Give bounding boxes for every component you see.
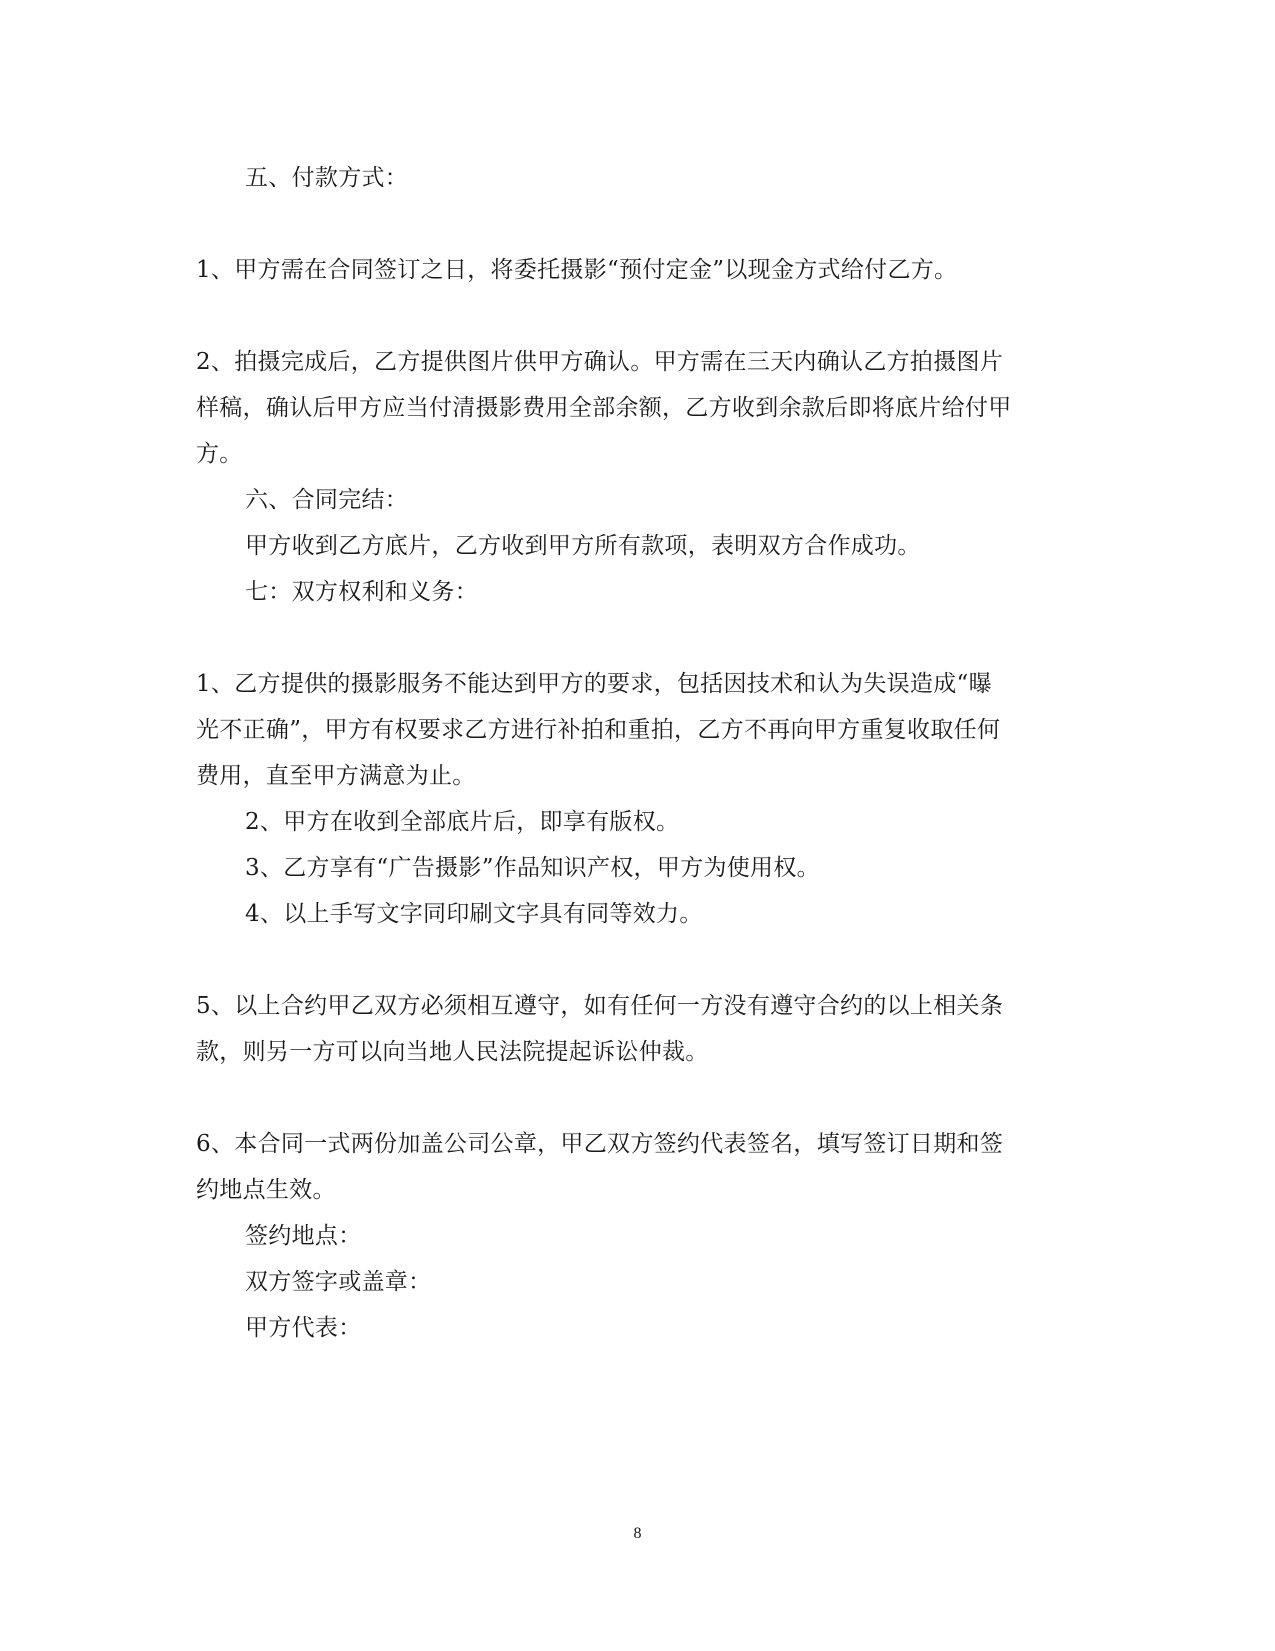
section-7-item-5-line-1: 5、以上合约甲乙双方必须相互遵守，如有任何一方没有遵守合约的以上相关条: [196, 993, 1004, 1019]
section-7-item-4: 4、以上手写文字同印刷文字具有同等效力。: [245, 901, 703, 927]
signing-place-label: 签约地点：: [245, 1223, 362, 1249]
section-5-item-2-line-2: 样稿，确认后甲方应当付清摄影费用全部余额，乙方收到余款后即将底片给付甲: [196, 395, 1012, 421]
section-7-item-1-line-1: 1、乙方提供的摄影服务不能达到甲方的要求，包括因技术和认为失误造成“曝: [196, 671, 992, 697]
section-5-heading: 五、付款方式：: [245, 165, 409, 191]
section-7-item-6-line-1: 6、本合同一式两份加盖公司公章，甲乙双方签约代表签名，填写签订日期和签: [196, 1131, 1004, 1157]
section-7-item-3: 3、乙方享有“广告摄影”作品知识产权，甲方为使用权。: [245, 855, 820, 881]
signatures-label: 双方签字或盖章：: [245, 1269, 432, 1295]
page-number: 8: [633, 1525, 642, 1542]
section-6-heading: 六、合同完结：: [245, 487, 409, 513]
section-6-text: 甲方收到乙方底片，乙方收到甲方所有款项，表明双方合作成功。: [245, 533, 921, 559]
section-7-item-5-line-2: 款，则另一方可以向当地人民法院提起诉讼仲裁。: [196, 1039, 709, 1065]
section-5-item-2-line-3: 方。: [196, 441, 243, 467]
party-a-representative-label: 甲方代表：: [245, 1315, 362, 1341]
section-7-item-1-line-2: 光不正确”，甲方有权要求乙方进行补拍和重拍，乙方不再向甲方重复收取任何: [196, 717, 1001, 743]
section-7-item-1-line-3: 费用，直至甲方满意为止。: [196, 763, 476, 789]
section-5-item-2-line-1: 2、拍摄完成后，乙方提供图片供甲方确认。甲方需在三天内确认乙方拍摄图片: [196, 349, 1004, 375]
section-7-item-6-line-2: 约地点生效。: [196, 1177, 336, 1203]
section-7-item-2: 2、甲方在收到全部底片后，即享有版权。: [245, 809, 680, 835]
section-7-heading: 七：双方权利和义务：: [245, 579, 478, 605]
section-5-item-1: 1、甲方需在合同签订之日，将委托摄影“预付定金”以现金方式给付乙方。: [196, 257, 958, 283]
